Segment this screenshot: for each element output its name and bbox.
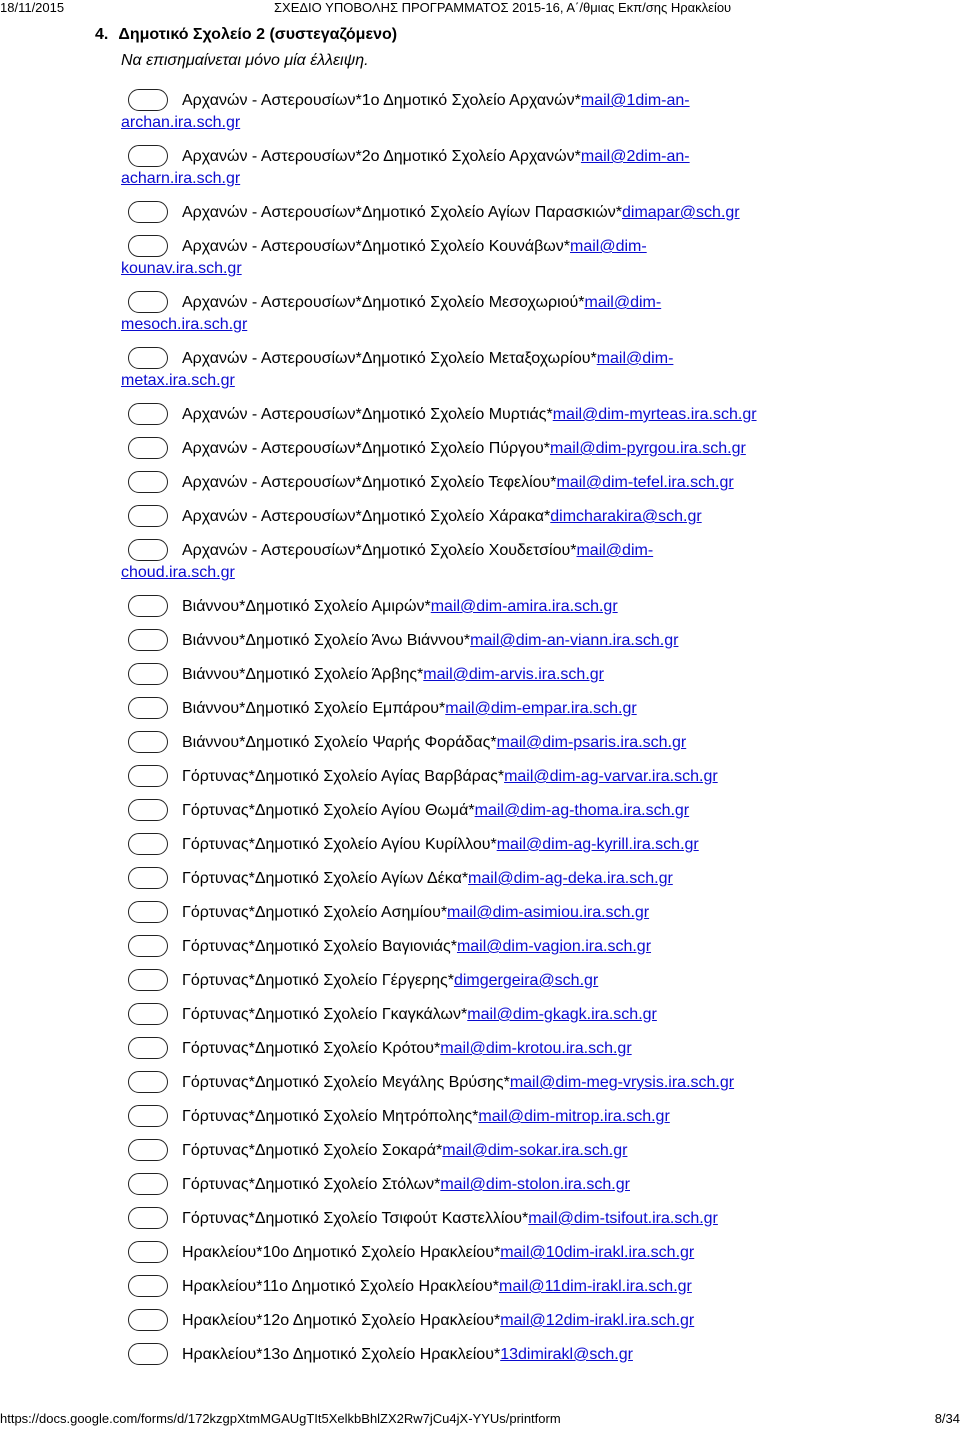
option-label — [121, 1105, 901, 1129]
option-item[interactable] — [121, 145, 901, 191]
option-school-text: Βιάννου*Δημοτικό Σχολείο Άνω Βιάννου* — [182, 632, 471, 649]
option-school-text: Γόρτυνας*Δημοτικό Σχολείο Αγίας Βαρβάρας* — [182, 768, 505, 785]
option-checkbox[interactable] — [128, 1275, 168, 1297]
option-item[interactable] — [121, 1071, 901, 1095]
option-email-link[interactable]: mail@dim-ag-kyrill.ira.sch.gr — [496, 836, 699, 853]
option-school-text: Αρχανών - Αστερουσίων*Δημοτικό Σχολείο Μεσοχωριού* — [182, 294, 585, 311]
option-school-text: Γόρτυνας*Δημοτικό Σχολείο Αγίων Δέκα* — [182, 870, 469, 887]
option-email-link-continued[interactable]: choud.ira.sch.gr — [121, 564, 235, 581]
option-label — [121, 935, 901, 959]
option-email-link[interactable]: mail@2dim-an- — [580, 148, 690, 165]
option-label — [121, 969, 901, 993]
option-label — [121, 1275, 901, 1299]
option-label — [121, 505, 901, 529]
option-school-text: Γόρτυνας*Δημοτικό Σχολείο Αγίου Κυρίλλου* — [182, 836, 497, 853]
option-school-text: Αρχανών - Αστερουσίων*Δημοτικό Σχολείο Μυρτιάς* — [182, 406, 553, 423]
option-checkbox[interactable] — [128, 403, 168, 425]
option-checkbox[interactable] — [128, 969, 168, 991]
option-label — [121, 1173, 901, 1197]
option-item[interactable] — [121, 505, 901, 529]
question-description: Να επισημαίνεται μόνο μία έλλειψη. — [121, 52, 369, 69]
print-date: 18/11/2015 — [0, 0, 65, 15]
option-school-text: Αρχανών - Αστερουσίων*Δημοτικό Σχολείο Αγίων Παρασκιών* — [182, 204, 622, 221]
option-email-link[interactable]: dimgergeira@sch.gr — [453, 972, 599, 989]
option-label — [121, 867, 901, 891]
option-checkbox[interactable] — [128, 145, 168, 167]
option-school-text: Γόρτυνας*Δημοτικό Σχολείο Στόλων* — [182, 1176, 441, 1193]
option-email-link-continued[interactable]: archan.ira.sch.gr — [121, 114, 241, 131]
option-label — [121, 731, 901, 755]
option-checkbox[interactable] — [128, 1139, 168, 1161]
option-email-link[interactable]: mail@dim-pyrgou.ira.sch.gr — [549, 440, 746, 457]
option-checkbox[interactable] — [128, 935, 168, 957]
option-item[interactable] — [121, 1037, 901, 1061]
option-email-link[interactable]: mail@10dim-irakl.ira.sch.gr — [500, 1244, 695, 1261]
option-label — [121, 291, 901, 315]
option-item[interactable] — [121, 1105, 901, 1129]
option-email-link[interactable]: mail@12dim-irakl.ira.sch.gr — [500, 1312, 695, 1329]
option-email-link[interactable]: dimcharakira@sch.gr — [550, 508, 702, 525]
option-school-text: Γόρτυνας*Δημοτικό Σχολείο Ασημίου* — [182, 904, 448, 921]
option-item[interactable] — [121, 89, 901, 135]
option-label — [121, 1071, 901, 1095]
option-school-text: Βιάννου*Δημοτικό Σχολείο Άρβης* — [182, 666, 424, 683]
option-school-text: Αρχανών - Αστερουσίων*2ο Δημοτικό Σχολείο Αρχανών* — [182, 148, 581, 165]
option-email-link[interactable]: mail@dim-krotou.ira.sch.gr — [440, 1040, 632, 1057]
option-item[interactable] — [121, 1003, 901, 1027]
option-label — [121, 1207, 901, 1231]
option-checkbox[interactable] — [128, 595, 168, 617]
option-email-link-continued[interactable]: kounav.ira.sch.gr — [121, 260, 242, 277]
option-email-link[interactable]: mail@dim-empar.ira.sch.gr — [445, 700, 637, 717]
option-email-link[interactable]: mail@dim-mitrop.ira.sch.gr — [478, 1108, 670, 1125]
question-title-text: Δημοτικό Σχολείο 2 (συστεγαζόμενο) — [118, 26, 398, 43]
option-checkbox[interactable] — [128, 663, 168, 685]
option-item[interactable] — [121, 1207, 901, 1231]
option-email-link[interactable]: mail@dim-an-viann.ira.sch.gr — [470, 632, 679, 649]
option-label — [121, 89, 901, 113]
option-school-text: Γόρτυνας*Δημοτικό Σχολείο Μεγάλης Βρύσης* — [182, 1074, 510, 1091]
option-email-link[interactable]: mail@11dim-irakl.ira.sch.gr — [499, 1278, 692, 1295]
option-item[interactable] — [121, 1275, 901, 1299]
footer-url: https://docs.google.com/forms/d/172kzgpXtmMGAUgTIt5XelkbBhlZX2Rw7jCu4jX-YYUs/printform — [0, 1411, 561, 1426]
option-label — [121, 901, 901, 925]
option-item[interactable] — [121, 235, 901, 281]
option-school-text: Αρχανών - Αστερουσίων*Δημοτικό Σχολείο Τεφελίου* — [182, 474, 557, 491]
option-checkbox[interactable] — [128, 539, 168, 561]
option-checkbox[interactable] — [128, 1241, 168, 1263]
option-item[interactable] — [121, 799, 901, 823]
option-email-link[interactable]: mail@dim-ag-thoma.ira.sch.gr — [474, 802, 690, 819]
option-school-text: Ηρακλείου*12ο Δημοτικό Σχολείο Ηρακλείου* — [182, 1312, 501, 1329]
question-title — [95, 25, 397, 45]
option-item[interactable] — [121, 291, 901, 337]
option-item[interactable] — [121, 663, 901, 687]
option-checkbox[interactable] — [128, 1207, 168, 1229]
option-email-link-continued[interactable]: mesoch.ira.sch.gr — [121, 316, 248, 333]
option-item[interactable] — [121, 403, 901, 427]
option-school-text: Βιάννου*Δημοτικό Σχολείο Ψαρής Φοράδας* — [182, 734, 497, 751]
option-label — [121, 697, 901, 721]
option-label — [121, 1139, 901, 1163]
option-email-link[interactable]: mail@dim- — [596, 350, 674, 367]
option-label — [121, 1343, 901, 1367]
option-email-link[interactable]: mail@dim- — [584, 294, 662, 311]
option-item[interactable] — [121, 765, 901, 789]
option-label — [121, 437, 901, 461]
option-checkbox[interactable] — [128, 697, 168, 719]
option-checkbox[interactable] — [128, 89, 168, 111]
option-email-link[interactable]: mail@dim-ag-deka.ira.sch.gr — [468, 870, 673, 887]
option-email-link[interactable]: mail@dim-vagion.ira.sch.gr — [456, 938, 652, 955]
option-checkbox[interactable] — [128, 347, 168, 369]
page-number: 8/34 — [934, 1411, 960, 1426]
option-item[interactable] — [121, 935, 901, 959]
option-item[interactable] — [121, 1343, 901, 1367]
option-label — [121, 629, 901, 653]
option-item[interactable] — [121, 201, 901, 225]
option-email-link[interactable]: mail@dim-gkagk.ira.sch.gr — [467, 1006, 657, 1023]
option-label — [121, 347, 901, 371]
option-label — [121, 145, 901, 169]
option-label — [121, 471, 901, 495]
option-item[interactable] — [121, 1173, 901, 1197]
option-school-text: Γόρτυνας*Δημοτικό Σχολείο Τσιφούτ Καστελλίου* — [182, 1210, 529, 1227]
option-item[interactable] — [121, 1241, 901, 1265]
option-item[interactable] — [121, 471, 901, 495]
option-item[interactable] — [121, 629, 901, 653]
option-school-text: Αρχανών - Αστερουσίων*Δημοτικό Σχολείο Χάρακα* — [182, 508, 551, 525]
option-item[interactable] — [121, 833, 901, 857]
option-label — [121, 833, 901, 857]
option-email-link-continued[interactable]: metax.ira.sch.gr — [121, 372, 235, 389]
option-school-text: Ηρακλείου*10ο Δημοτικό Σχολείο Ηρακλείου* — [182, 1244, 501, 1261]
option-checkbox[interactable] — [128, 291, 168, 313]
option-school-text: Γόρτυνας*Δημοτικό Σχολείο Αγίου Θωμά* — [182, 802, 475, 819]
option-school-text: Γόρτυνας*Δημοτικό Σχολείο Κρότου* — [182, 1040, 441, 1057]
question-number: 4. — [95, 26, 109, 43]
option-label — [121, 235, 901, 259]
option-checkbox[interactable] — [128, 201, 168, 223]
option-label — [121, 799, 901, 823]
option-item[interactable] — [121, 437, 901, 461]
option-school-text: Γόρτυνας*Δημοτικό Σχολείο Γκαγκάλων* — [182, 1006, 468, 1023]
option-item[interactable] — [121, 969, 901, 993]
option-school-text: Ηρακλείου*13ο Δημοτικό Σχολείο Ηρακλείου* — [182, 1346, 501, 1363]
option-label — [121, 1241, 901, 1265]
option-checkbox[interactable] — [128, 1003, 168, 1025]
option-email-link[interactable]: mail@dim-sokar.ira.sch.gr — [442, 1142, 628, 1159]
option-checkbox[interactable] — [128, 235, 168, 257]
option-school-text: Γόρτυνας*Δημοτικό Σχολείο Σοκαρά* — [182, 1142, 443, 1159]
option-label — [121, 663, 901, 687]
option-checkbox[interactable] — [128, 799, 168, 821]
option-email-link[interactable]: mail@dim-psaris.ira.sch.gr — [496, 734, 687, 751]
option-checkbox[interactable] — [128, 1037, 168, 1059]
option-school-text: Ηρακλείου*11ο Δημοτικό Σχολείο Ηρακλείου* — [182, 1278, 499, 1295]
option-checkbox[interactable] — [128, 437, 168, 459]
option-checkbox[interactable] — [128, 765, 168, 787]
options-list — [121, 89, 901, 1377]
option-item[interactable] — [121, 1139, 901, 1163]
option-item[interactable] — [121, 347, 901, 393]
option-checkbox[interactable] — [128, 867, 168, 889]
option-checkbox[interactable] — [128, 505, 168, 527]
option-email-link[interactable]: mail@dim-ag-varvar.ira.sch.gr — [504, 768, 718, 785]
option-email-link[interactable]: mail@dim-amira.ira.sch.gr — [430, 598, 618, 615]
option-school-text: Βιάννου*Δημοτικό Σχολείο Αμιρών* — [182, 598, 431, 615]
option-label — [121, 1003, 901, 1027]
option-school-text: Αρχανών - Αστερουσίων*1ο Δημοτικό Σχολείο Αρχανών* — [182, 92, 581, 109]
option-checkbox[interactable] — [128, 1105, 168, 1127]
print-header-title: ΣΧΕΔΙΟ ΥΠΟΒΟΛΗΣ ΠΡΟΓΡΑΜΜΑΤΟΣ 2015-16, Α΄/θμιας Εκπ/σης Ηρακλείου — [274, 0, 732, 15]
option-checkbox[interactable] — [128, 1071, 168, 1093]
option-checkbox[interactable] — [128, 731, 168, 753]
option-email-link[interactable]: mail@dim-arvis.ira.sch.gr — [423, 666, 604, 683]
option-email-link[interactable]: mail@dim-myrteas.ira.sch.gr — [552, 406, 757, 423]
option-label — [121, 403, 901, 427]
option-checkbox[interactable] — [128, 833, 168, 855]
option-school-text: Αρχανών - Αστερουσίων*Δημοτικό Σχολείο Πύργου* — [182, 440, 550, 457]
option-school-text: Γόρτυνας*Δημοτικό Σχολείο Βαγιονιάς* — [182, 938, 457, 955]
option-item[interactable] — [121, 867, 901, 891]
option-school-text: Βιάννου*Δημοτικό Σχολείο Εμπάρου* — [182, 700, 446, 717]
option-item[interactable] — [121, 731, 901, 755]
option-email-link[interactable]: mail@dim- — [576, 542, 654, 559]
option-checkbox[interactable] — [128, 1309, 168, 1331]
option-email-link[interactable]: dimapar@sch.gr — [622, 204, 740, 221]
option-label — [121, 1309, 901, 1333]
option-item[interactable] — [121, 697, 901, 721]
option-school-text: Γόρτυνας*Δημοτικό Σχολείο Μητρόπολης* — [182, 1108, 479, 1125]
option-item[interactable] — [121, 901, 901, 925]
option-email-link[interactable]: 13dimirakl@sch.gr — [500, 1346, 633, 1363]
option-item[interactable] — [121, 1309, 901, 1333]
option-item[interactable] — [121, 595, 901, 619]
option-school-text: Αρχανών - Αστερουσίων*Δημοτικό Σχολείο Κουνάβων* — [182, 238, 570, 255]
option-checkbox[interactable] — [128, 471, 168, 493]
option-label — [121, 765, 901, 789]
option-label — [121, 1037, 901, 1061]
option-email-link[interactable]: mail@dim-stolon.ira.sch.gr — [440, 1176, 630, 1193]
option-email-link[interactable]: mail@dim-tefel.ira.sch.gr — [556, 474, 734, 491]
option-checkbox[interactable] — [128, 1343, 168, 1365]
option-checkbox[interactable] — [128, 901, 168, 923]
option-label — [121, 201, 901, 225]
option-email-link-continued[interactable]: acharn.ira.sch.gr — [121, 170, 241, 187]
option-label — [121, 539, 901, 563]
option-email-link[interactable]: mail@1dim-an- — [580, 92, 690, 109]
option-label — [121, 595, 901, 619]
option-email-link[interactable]: mail@dim-asimiou.ira.sch.gr — [447, 904, 650, 921]
option-email-link[interactable]: mail@dim-tsifout.ira.sch.gr — [528, 1210, 718, 1227]
option-school-text: Γόρτυνας*Δημοτικό Σχολείο Γέργερης* — [182, 972, 454, 989]
option-school-text: Αρχανών - Αστερουσίων*Δημοτικό Σχολείο Μεταξοχωρίου* — [182, 350, 597, 367]
option-checkbox[interactable] — [128, 629, 168, 651]
option-email-link[interactable]: mail@dim-meg-vrysis.ira.sch.gr — [509, 1074, 735, 1091]
option-school-text: Αρχανών - Αστερουσίων*Δημοτικό Σχολείο Χουδετσίου* — [182, 542, 577, 559]
option-checkbox[interactable] — [128, 1173, 168, 1195]
option-email-link[interactable]: mail@dim- — [570, 238, 647, 255]
option-item[interactable] — [121, 539, 901, 585]
